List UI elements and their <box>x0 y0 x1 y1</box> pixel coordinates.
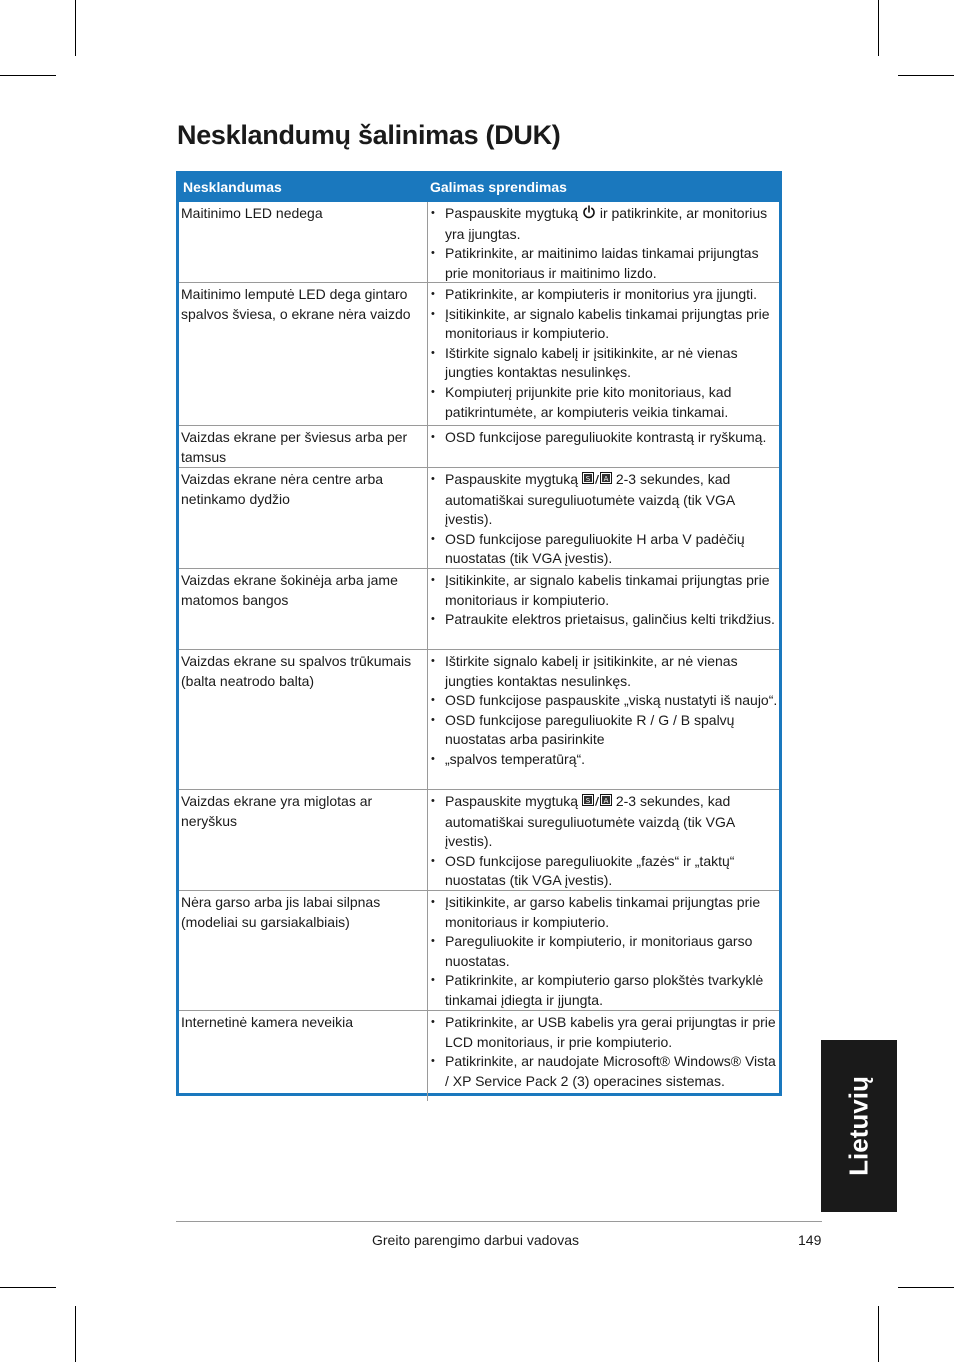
problem-cell: Vaizdas ekrane nėra centre arba netinkamo dydžio <box>179 468 428 568</box>
solution-item: • Patikrinkite, ar kompiuteris ir monitorius yra įjungti. <box>428 285 779 305</box>
solution-item <box>428 204 779 244</box>
svg-text:/: / <box>594 795 599 807</box>
solution-item: • Patikrinkite, ar maitinimo laidas tinkamai prijungtas prie monitoriaus ir maitinimo lizdo. <box>428 244 779 283</box>
solution-list <box>428 893 779 1011</box>
problem-cell: Vaizdas ekrane šokinėja arba jame matomos bangos <box>179 569 428 649</box>
solution-list <box>428 470 779 569</box>
solution-item: • Įsitikinkite, ar signalo kabelis tinkamai prijungtas prie monitoriaus ir kompiuterio. <box>428 305 779 344</box>
solution-item: • Įsitikinkite, ar garso kabelis tinkamai prijungtas prie monitoriaus ir kompiuterio. <box>428 893 779 932</box>
solution-list <box>428 792 779 891</box>
solution-item: • OSD funkcijose paspauskite „viską nustatyti iš naujo“. <box>428 691 779 711</box>
problem-cell: Vaizdas ekrane per šviesus arba per tamsus <box>179 426 428 467</box>
crop-mark <box>878 1306 879 1362</box>
solution-cell <box>428 891 779 1010</box>
solution-item: • Ištirkite signalo kabelį ir įsitikinkite, ar nė vienas jungties kontaktas nesulinkęs. <box>428 344 779 383</box>
footer-title: Greito parengimo darbui vadovas <box>372 1232 580 1248</box>
table-row <box>179 467 779 568</box>
crop-mark <box>75 1306 76 1362</box>
solution-item: • Ištirkite signalo kabelį ir įsitikinkite, ar nė vienas jungties kontaktas nesulinkęs. <box>428 652 779 691</box>
table-row <box>179 1010 779 1101</box>
solution-item: • Pareguliuokite ir kompiuterio, ir monitoriaus garso nuostatas. <box>428 932 779 971</box>
crop-mark <box>878 0 879 56</box>
solution-text: Paspauskite mygtuką <box>445 205 582 221</box>
splendid-auto-icon <box>582 471 612 491</box>
solution-text: 2-3 sekundes, kad automatiškai sureguliuotumėte vaizdą (tik VGA įvestis). <box>445 471 735 528</box>
solution-cell <box>428 790 779 890</box>
solution-cell <box>428 283 779 425</box>
solution-item: • OSD funkcijose pareguliuokite kontrastą ir ryškumą. <box>428 428 779 448</box>
table-row <box>179 890 779 1010</box>
solution-cell <box>428 1011 779 1101</box>
footer-divider <box>176 1221 822 1222</box>
problem-cell: Internetinė kamera neveikia <box>179 1011 428 1101</box>
problem-cell: Maitinimo LED nedega <box>179 202 428 282</box>
language-tab-label: Lietuvių <box>843 1076 874 1176</box>
solution-item: • Patikrinkite, ar USB kabelis yra gerai prijungtas ir prie LCD monitoriaus, ir prie kompiuterio. <box>428 1013 779 1052</box>
column-header-solution: Galimas sprendimas <box>430 178 567 195</box>
svg-text:S: S <box>585 475 591 483</box>
solution-item: • OSD funkcijose pareguliuokite R / G / B spalvų nuostatas arba pasirinkite <box>428 711 779 750</box>
solution-cell <box>428 569 779 649</box>
solution-item: • OSD funkcijose pareguliuokite H arba V padėčių nuostatas (tik VGA įvestis). <box>428 530 779 569</box>
solution-cell <box>428 202 779 282</box>
table-row <box>179 568 779 649</box>
table-row <box>179 649 779 789</box>
power-icon <box>582 205 596 225</box>
splendid-auto-icon <box>582 793 612 813</box>
solution-item: • OSD funkcijose pareguliuokite „fazės“ ir „taktų“ nuostatas (tik VGA įvestis). <box>428 852 779 891</box>
svg-text:A: A <box>603 797 609 805</box>
solution-text: ir patikrinkite, ar monitorius yra įjungtas. <box>445 205 768 242</box>
solution-item: • Patikrinkite, ar naudojate Microsoft® Windows® Vista / XP Service Pack 2 (3) operacines sistemas. <box>428 1052 779 1091</box>
problem-cell: Vaizdas ekrane yra miglotas ar neryškus <box>179 790 428 890</box>
table-header <box>179 171 779 202</box>
solution-list <box>428 1013 779 1091</box>
solution-list <box>428 204 779 283</box>
problem-cell: Maitinimo lemputė LED dega gintaro spalvos šviesa, o ekrane nėra vaizdo <box>179 283 428 425</box>
language-tab <box>821 1040 897 1212</box>
problem-cell: Nėra garso arba jis labai silpnas (modeliai su garsiakalbiais) <box>179 891 428 1010</box>
crop-mark <box>0 1287 56 1288</box>
crop-mark <box>0 75 56 76</box>
solution-item: • Kompiuterį prijunkite prie kito monitoriaus, kad patikrintumėte, ar kompiuteris veikia tinkamai. <box>428 383 779 422</box>
svg-text:/: / <box>594 473 599 485</box>
solution-item <box>428 470 779 530</box>
crop-mark <box>898 75 954 76</box>
solution-text: Paspauskite mygtuką <box>445 793 582 809</box>
table-body <box>179 202 779 1101</box>
svg-text:A: A <box>603 475 609 483</box>
page-title: Nesklandumų šalinimas (DUK) <box>177 120 561 150</box>
table-row <box>179 282 779 425</box>
solution-cell <box>428 426 779 467</box>
solution-list <box>428 652 779 770</box>
table-row <box>179 202 779 282</box>
solution-list <box>428 428 779 448</box>
svg-text:S: S <box>585 797 591 805</box>
solution-list <box>428 285 779 422</box>
solution-list <box>428 571 779 630</box>
solution-item: • Įsitikinkite, ar signalo kabelis tinkamai prijungtas prie monitoriaus ir kompiuterio. <box>428 571 779 610</box>
troubleshooting-table <box>176 171 782 1096</box>
table-row <box>179 789 779 890</box>
column-header-problem: Nesklandumas <box>183 178 282 195</box>
solution-item: • Patraukite elektros prietaisus, galinčius kelti trikdžius. <box>428 610 779 630</box>
table-row <box>179 425 779 467</box>
solution-text: 2-3 sekundes, kad automatiškai sureguliuotumėte vaizdą (tik VGA įvestis). <box>445 793 735 850</box>
solution-cell <box>428 650 779 789</box>
solution-item: • Patikrinkite, ar kompiuterio garso plokštės tvarkyklė tinkamai įdiegta ir įjungta. <box>428 971 779 1010</box>
crop-mark <box>898 1287 954 1288</box>
crop-mark <box>75 0 76 56</box>
page-number: 149 <box>798 1232 822 1248</box>
solution-item: • „spalvos temperatūrą“. <box>428 750 779 770</box>
solution-text: Paspauskite mygtuką <box>445 471 582 487</box>
problem-cell: Vaizdas ekrane su spalvos trūkumais (balta neatrodo balta) <box>179 650 428 789</box>
solution-item <box>428 792 779 852</box>
solution-cell <box>428 468 779 568</box>
